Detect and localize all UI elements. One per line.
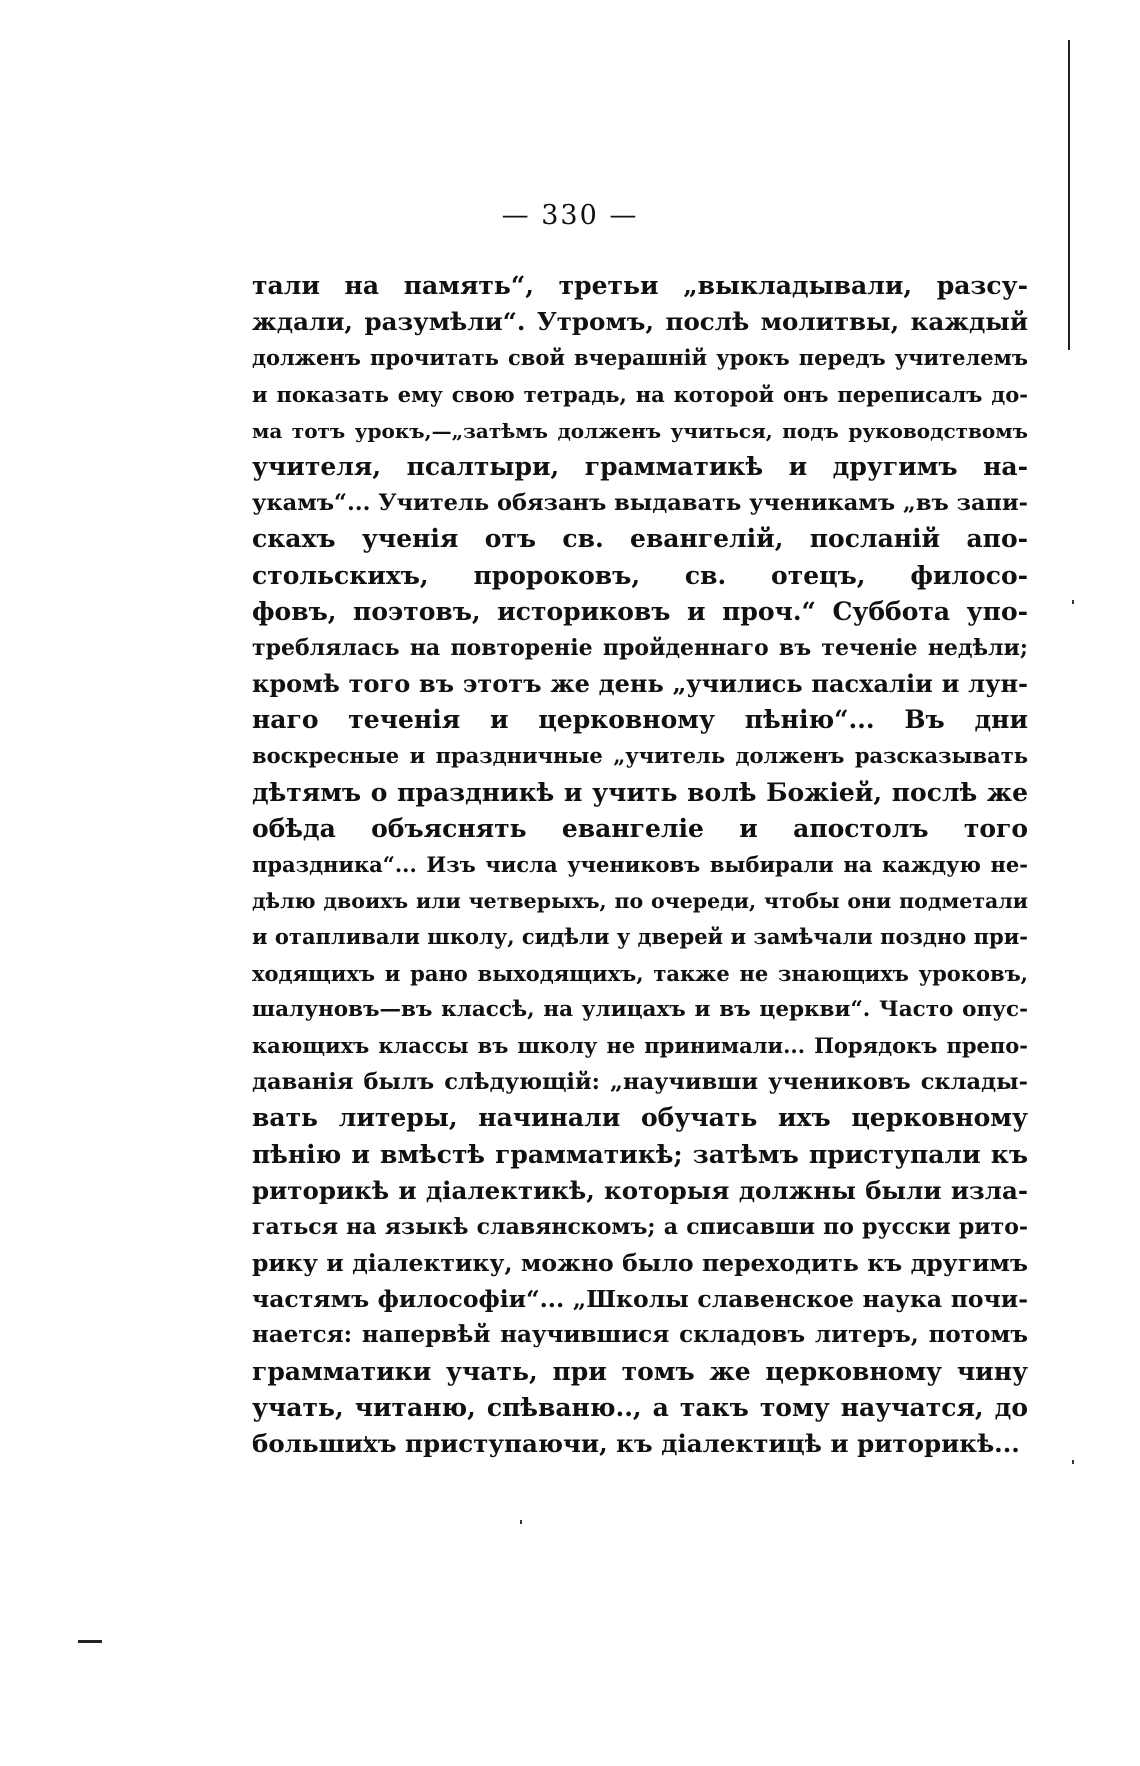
text-line: пѣнію и вмѣстѣ грамматикѣ; затѣмъ приступали къ [252, 1139, 1028, 1169]
scan-edge-line [1068, 40, 1070, 350]
text-line: ма тотъ урокъ,—„затѣмъ долженъ учиться, подъ руководствомъ [252, 418, 1028, 443]
text-line: шалуновъ—въ классѣ, на улицахъ и въ церкви“. Часто опус- [252, 996, 1028, 1022]
text-line: учать, читаню, спѣваню.., а такъ тому научатся, до [252, 1392, 1028, 1422]
text-line: ждали, разумѣли“. Утромъ, послѣ молитвы, каждый [252, 307, 1028, 337]
text-line: стольскихъ, пророковъ, св. отецъ, филосо- [252, 560, 1028, 590]
text-line: и отапливали школу, сидѣли у дверей и замѣчали поздно при- [252, 924, 1028, 950]
text-line: праздника“... Изъ числа учениковъ выбирали на каждую не- [252, 852, 1028, 877]
text-line: укамъ“... Учитель обязанъ выдавать ученикамъ „въ запи- [252, 490, 1028, 517]
scan-mark [78, 1640, 102, 1643]
text-line: частямъ философіи“... „Школы славенское наука почи- [252, 1285, 1028, 1314]
text-line: грамматики учать, при томъ же церковному чину [252, 1356, 1028, 1386]
text-line: воскресные и праздничные „учитель долженъ разсказывать [252, 743, 1028, 769]
text-line: нается: напервѣй научившися складовъ литеръ, потомъ [252, 1321, 1028, 1349]
text-line: гаться на языкѣ славянскомъ; а списавши по русски рито- [252, 1213, 1028, 1240]
text-line: скахъ ученія отъ св. евангелій, посланій апо- [252, 524, 1028, 554]
body-text [252, 268, 1028, 1462]
page-number: — 330 — [501, 200, 639, 231]
text-line: вать литеры, начинали обучать ихъ церковному [252, 1103, 1028, 1133]
text-line: дѣлю двоихъ или четверыхъ, по очереди, чтобы они подметали [252, 889, 1028, 914]
scan-speck [520, 1520, 522, 1524]
text-line: тали на память“, третьи „выкладывали, разсу- [252, 271, 1028, 300]
text-line: большихъ приступаючи, къ діалектицѣ и риторикѣ... [252, 1429, 1020, 1458]
text-line: риторикѣ и діалектикѣ, которыя должны были изла- [252, 1175, 1028, 1205]
text-line: кающихъ классы въ школу не принимали... Порядокъ препо- [252, 1032, 1028, 1058]
scan-speck [1072, 1460, 1074, 1464]
text-line: фовъ, поэтовъ, историковъ и проч.“ Суббота упо- [252, 596, 1028, 626]
text-line: рику и діалектику, можно было переходить къ другимъ [252, 1249, 1028, 1278]
scan-speck [1072, 600, 1074, 604]
text-line: долженъ прочитать свой вчерашній урокъ передъ учителемъ [252, 345, 1028, 371]
text-line: треблялась на повтореніе пройденнаго въ теченіе недѣли; [252, 634, 1028, 661]
text-line: обѣда объяснять евангеліе и апостолъ того [252, 813, 1028, 843]
text-line: дѣтямъ о праздникѣ и учить волѣ Божіей, послѣ же [252, 777, 1028, 807]
text-line: даванія былъ слѣдующій: „научивши учениковъ склады- [252, 1069, 1028, 1096]
text-line: кромѣ того въ этотъ же день „учились пасхаліи и лун- [252, 669, 1028, 699]
text-line: наго теченія и церковному пѣнію“... Въ дни [252, 705, 1028, 735]
text-line: ходящихъ и рано выходящихъ, также не знающихъ уроковъ, [252, 960, 1028, 986]
text-line: учителя, псалтыри, грамматикѣ и другимъ на- [252, 451, 1028, 481]
text-line: и показать ему свою тетрадь, на которой онъ переписалъ до- [252, 381, 1028, 407]
